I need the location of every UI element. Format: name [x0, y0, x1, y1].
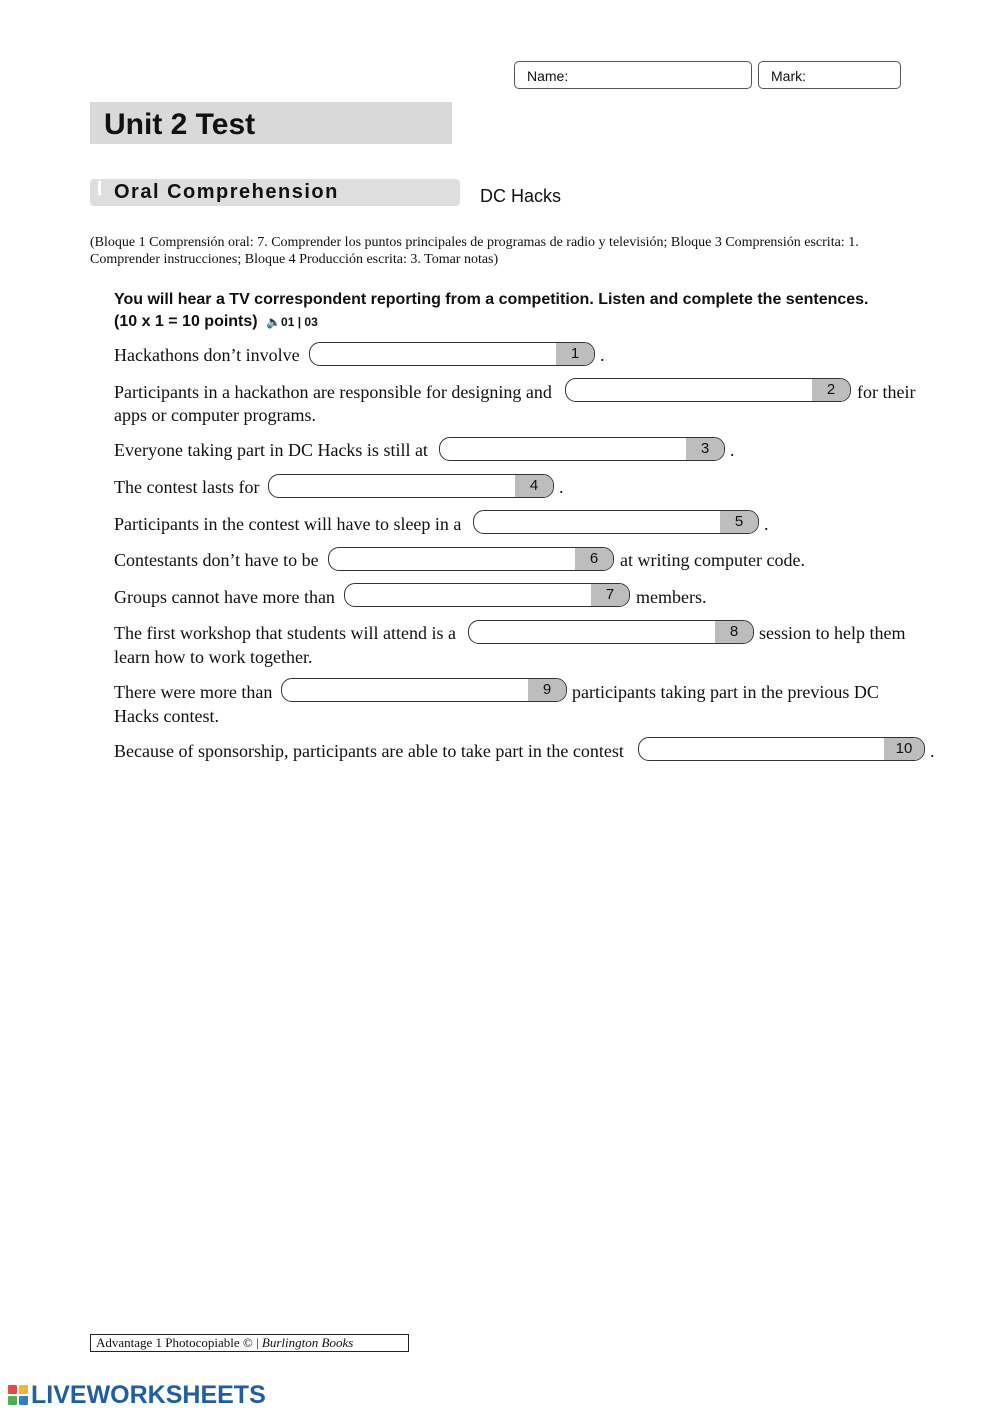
name-field[interactable] — [514, 61, 752, 89]
sentence-7 — [114, 585, 335, 609]
answer-gap-3[interactable] — [439, 437, 725, 461]
title-band — [90, 102, 452, 144]
sentence-6-after: at writing computer code. — [620, 550, 805, 570]
sentence-10 — [114, 739, 624, 763]
section-tick — [98, 181, 101, 195]
answer-gap-8[interactable] — [468, 620, 754, 644]
sentence-9-cont: Hacks contest. — [114, 706, 219, 726]
sentence-4-end: . — [559, 477, 564, 497]
sentence-1 — [114, 343, 300, 367]
sentence-7-text: Groups cannot have more than — [114, 587, 335, 607]
sentence-6 — [114, 548, 319, 572]
sentence-2-after: for their — [857, 382, 916, 402]
sentence-1-end: . — [600, 345, 605, 365]
gap-number-1: 1 — [556, 343, 594, 365]
answer-gap-7[interactable] — [344, 583, 630, 607]
sentence-4-text: The contest lasts for — [114, 477, 260, 497]
mark-label: Mark: — [771, 68, 806, 84]
sentence-8-after: session to help them — [759, 623, 906, 643]
gap-number-9: 9 — [528, 679, 566, 701]
gap-number-10: 10 — [884, 738, 924, 760]
logo-text: LIVEWORKSHEETS — [31, 1380, 266, 1409]
sentence-5 — [114, 512, 461, 536]
copyright-footer — [90, 1334, 409, 1352]
sentence-8 — [114, 621, 456, 645]
sentence-9-text: There were more than — [114, 682, 273, 702]
sentence-3 — [114, 438, 428, 462]
section-band — [90, 179, 460, 206]
gap-number-8: 8 — [715, 621, 753, 643]
sentence-9 — [114, 680, 272, 704]
sentence-8-text: The first workshop that students will attend is a — [114, 623, 456, 643]
audio-reference — [266, 315, 318, 329]
answer-gap-6[interactable] — [328, 547, 614, 571]
sentence-9-after: participants taking part in the previous DC — [572, 682, 879, 702]
sentence-10-end: . — [930, 741, 935, 761]
answer-gap-4[interactable] — [268, 474, 554, 498]
instruction-points: (10 x 1 = 10 points) — [114, 313, 258, 330]
gap-number-5: 5 — [720, 511, 758, 533]
page-title: Unit 2 Test — [104, 108, 256, 141]
sentence-3-end: . — [730, 440, 735, 460]
liveworksheets-logo[interactable] — [8, 1381, 266, 1409]
section-label: Oral Comprehension — [114, 181, 339, 203]
instruction — [114, 289, 934, 333]
sentence-1-text: Hackathons don’t involve — [114, 345, 300, 365]
answer-gap-9[interactable] — [281, 678, 567, 702]
publisher-name: Burlington Books — [261, 1335, 354, 1350]
sentence-6-text: Contestants don’t have to be — [114, 550, 319, 570]
sentence-5-end: . — [764, 514, 769, 534]
gap-number-6: 6 — [575, 548, 613, 570]
sentence-10-text: Because of sponsorship, participants are able to take part in the contest — [114, 741, 624, 761]
answer-gap-1[interactable] — [309, 342, 595, 366]
gap-number-2: 2 — [812, 379, 850, 401]
name-label: Name: — [527, 68, 569, 84]
sentence-3-text: Everyone taking part in DC Hacks is still at — [114, 440, 428, 460]
sentence-2 — [114, 380, 552, 404]
mark-field[interactable] — [758, 61, 901, 89]
instruction-text: You will hear a TV correspondent reporting from a competition. Listen and complete the sentences. — [114, 291, 869, 308]
logo-cubes-icon — [8, 1385, 28, 1405]
sentence-2-cont: apps or computer programs. — [114, 405, 316, 425]
answer-gap-5[interactable] — [473, 510, 759, 534]
sentence-2-text: Participants in a hackathon are responsible for designing and — [114, 382, 552, 402]
sentence-7-after: members. — [636, 587, 707, 607]
answer-gap-10[interactable] — [638, 737, 925, 761]
sentence-8-cont: learn how to work together. — [114, 647, 313, 667]
curriculum-note: (Bloque 1 Comprensión oral: 7. Comprender los puntos principales de programas de radio y televisión; Bloque 3 Comprensión escrita: 1. Comprender instrucciones; Bloque 4 Producción escrita: 3. Tomar notas) — [90, 235, 859, 267]
gap-number-3: 3 — [686, 438, 724, 460]
speaker-icon: 🔈 — [266, 315, 282, 329]
footer-text: Advantage 1 Photocopiable © | — [96, 1335, 259, 1350]
sentence-4 — [114, 475, 259, 499]
gap-number-4: 4 — [515, 475, 553, 497]
answer-gap-2[interactable] — [565, 378, 851, 402]
sentence-5-text: Participants in the contest will have to sleep in a — [114, 514, 462, 534]
gap-number-7: 7 — [591, 584, 629, 606]
section-topic: DC Hacks — [480, 186, 562, 206]
audio-track: 01 | 03 — [281, 315, 318, 329]
